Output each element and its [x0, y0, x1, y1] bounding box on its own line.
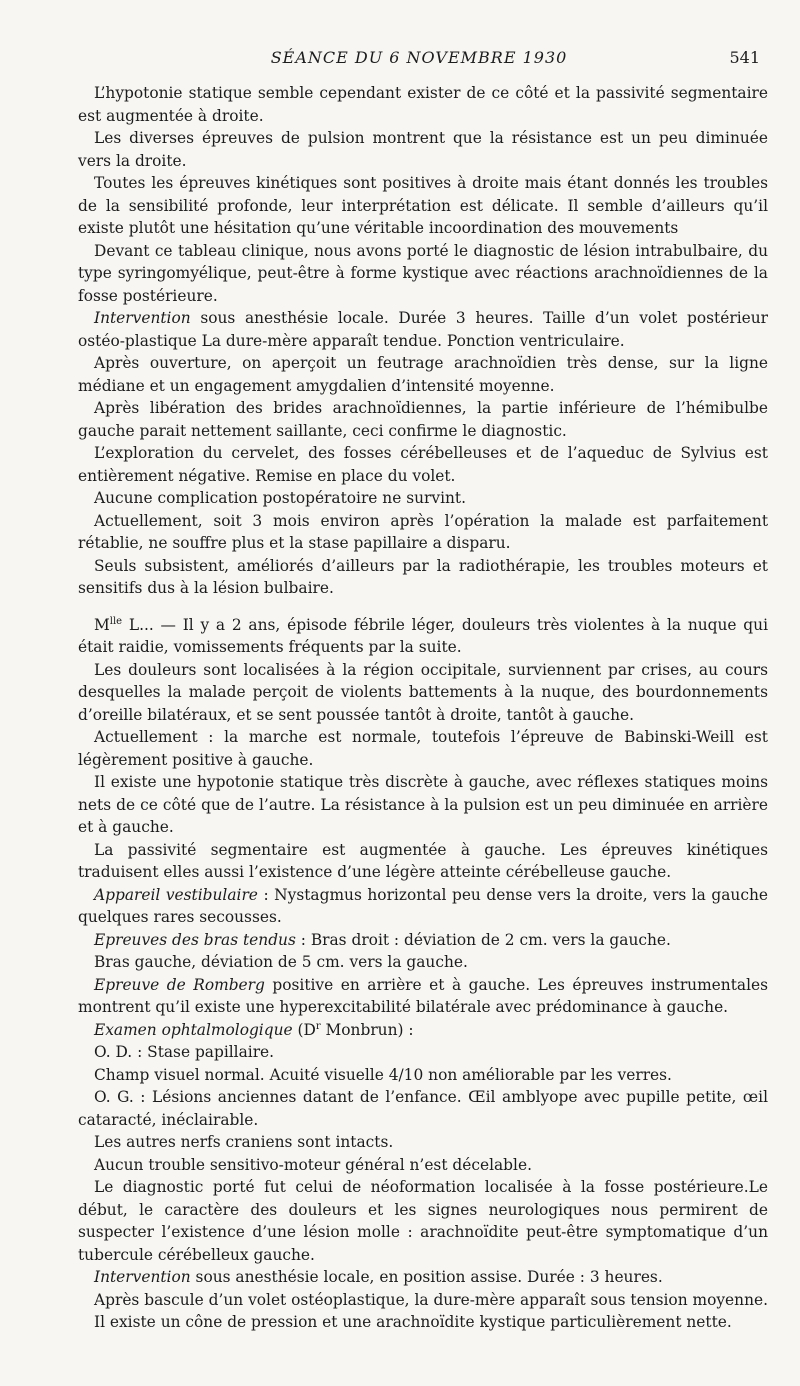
running-title: SÉANCE DU 6 NOVEMBRE 1930: [270, 48, 568, 67]
paragraph: Les douleurs sont localisées à la région occipitale, surviennent par crises, au cours desquelles la malade perçoit de violents battements à la nuque, des bourdonnements d’oreille bilatéraux, et se sent poussée tantôt à droite, tantôt à gauche.: [78, 660, 768, 724]
paragraph: Devant ce tableau clinique, nous avons porté le diagnostic de lésion intrabulbaire, du type syringomyélique, peut-être à forme kystique avec réactions arachnoïdiennes de la fosse postérieure.: [78, 241, 768, 305]
paragraph: Après ouverture, on aperçoit un feutrage arachnoïdien très dense, sur la ligne médiane et un engagement amygdalien d’intensité moyenne.: [78, 354, 768, 395]
paragraph: Seuls subsistent, améliorés d’ailleurs par la radiothérapie, les troubles moteurs et sensitifs dus à la lésion bulbaire.: [78, 556, 768, 597]
title-superscript: r: [315, 1020, 321, 1032]
paragraph: Les autres nerfs craniens sont intacts.: [94, 1133, 394, 1151]
honorific: M: [94, 615, 110, 634]
honorific-superscript: lle: [109, 615, 123, 627]
section-gap: [78, 600, 768, 614]
paragraph: [78, 614, 768, 659]
paragraph: [78, 884, 768, 929]
paragraph: [78, 1019, 768, 1042]
italic-label: Intervention: [94, 1268, 191, 1286]
italic-label: Examen ophtalmologique: [94, 1020, 293, 1039]
body-text: [78, 82, 768, 1334]
paragraph: [78, 307, 768, 352]
paragraph-text: : Bras droit : déviation de 2 cm. vers la gauche.: [295, 930, 671, 949]
paragraph-text: L... — Il y a 2 ans, épisode fébrile léger, douleurs très violentes à la nuque qui était raidie, vomissements fréquents par la suite.: [78, 615, 768, 656]
italic-label: Epreuves des bras tendus: [94, 930, 296, 949]
paragraph: Bras gauche, déviation de 5 cm. vers la gauche.: [94, 953, 468, 971]
page-number: 541: [729, 48, 760, 67]
paragraph: Il existe un cône de pression et une arachnoïdite kystique particulièrement nette.: [94, 1313, 732, 1331]
paragraph: Après libération des brides arachnoïdiennes, la partie inférieure de l’hémibulbe gauche parait nettement saillante, ceci confirme le diagnostic.: [78, 399, 768, 440]
paragraph: Toutes les épreuves kinétiques sont positives à droite mais étant donnés les troubles de la sensibilité profonde, leur interprétation est délicate. Il semble d’ailleurs qu’il existe plutôt une hésitation qu’une véritable incoordination des mouvements: [78, 174, 768, 237]
paragraph-text: (D: [292, 1020, 316, 1039]
paragraph-text: Monbrun) :: [320, 1020, 414, 1039]
paragraph: O. D. : Stase papillaire.: [94, 1043, 275, 1061]
paragraph-text: sous anesthésie locale, en position assise. Durée : 3 heures.: [190, 1268, 663, 1286]
paragraph: O. G. : Lésions anciennes datant de l’enfance. Œil amblyope avec pupille petite, œil cataracté, inéclairable.: [78, 1088, 768, 1129]
paragraph: [78, 929, 768, 952]
paragraph: [78, 1266, 768, 1289]
paragraph: Actuellement : la marche est normale, toutefois l’épreuve de Babinski-Weill est légèrement positive à gauche.: [78, 728, 768, 769]
paragraph-text: : Nystagmus horizontal peu dense vers la droite, vers la gauche quelques rares secousses.: [78, 885, 768, 926]
paragraph: Aucune complication postopératoire ne survint.: [94, 489, 466, 507]
italic-label: Appareil vestibulaire: [94, 885, 258, 904]
paragraph-text: sous anesthésie locale. Durée 3 heures. Taille d’un volet postérieur ostéo-plastique La dure-mère apparaît tendue. Ponction ventriculaire.: [78, 309, 768, 350]
paragraph: L’hypotonie statique semble cependant exister de ce côté et la passivité segmentaire est augmentée à droite.: [78, 84, 768, 125]
italic-label: Intervention: [94, 309, 191, 327]
paragraph: Actuellement, soit 3 mois environ après l’opération la malade est parfaitement rétablie, ne souffre plus et la stase papillaire a disparu.: [78, 511, 768, 552]
paragraph: Le diagnostic porté fut celui de néoformation localisée à la fosse postérieure.Le début, le caractère des douleurs et les signes neurologiques nous permirent de suspecter l’existence d’une lésion molle : arachnoïdite peut-être symptomatique d’un tubercule cérébelleux gauche.: [78, 1178, 768, 1264]
paragraph: Les diverses épreuves de pulsion montrent que la résistance est un peu diminuée vers la droite.: [78, 129, 768, 170]
paragraph: La passivité segmentaire est augmentée à gauche. Les épreuves kinétiques traduisent elles aussi l’existence d’une légère atteinte cérébelleuse gauche.: [78, 840, 768, 881]
paragraph-text: positive en arrière et à gauche. Les épreuves instrumentales montrent qu’il existe une hyperexcitabilité bilatérale avec prédominance à gauche.: [78, 975, 768, 1016]
paragraph: Champ visuel normal. Acuité visuelle 4/10 non améliorable par les verres.: [94, 1065, 672, 1084]
paragraph: Aucun trouble sensitivo-moteur général n’est décelable.: [94, 1155, 532, 1174]
paragraph: Il existe une hypotonie statique très discrète à gauche, avec réflexes statiques moins nets de ce côté que de l’autre. La résistance à la pulsion est un peu diminuée en arrière et à gauche.: [78, 773, 768, 836]
page-header: [78, 48, 760, 82]
italic-label: Epreuve de Romberg: [94, 975, 265, 994]
paragraph: [78, 974, 768, 1019]
paragraph: Après bascule d’un volet ostéoplastique, la dure-mère apparaît sous tension moyenne.: [94, 1290, 768, 1309]
paragraph: L’exploration du cervelet, des fosses cérébelleuses et de l’aqueduc de Sylvius est entièrement négative. Remise en place du volet.: [78, 444, 768, 485]
